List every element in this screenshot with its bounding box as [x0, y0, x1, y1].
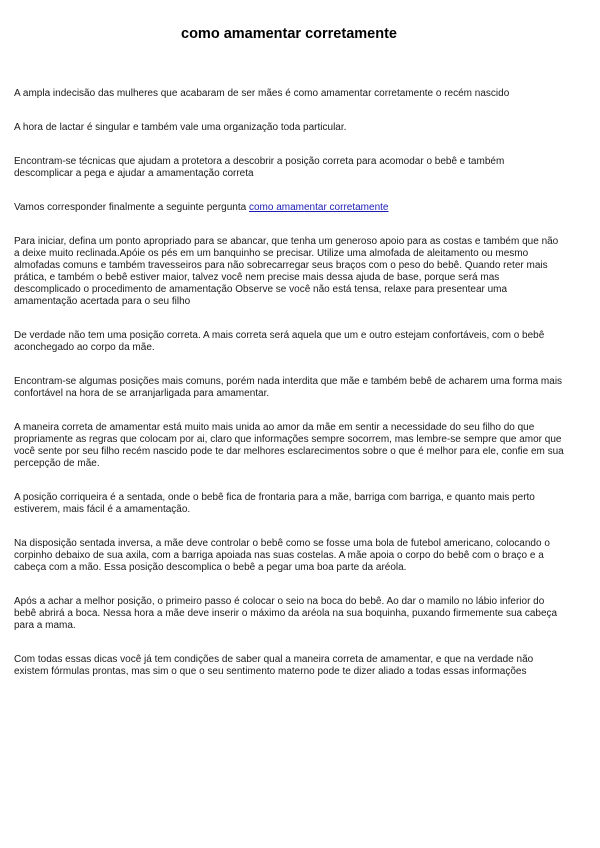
paragraph-8: A maneira correta de amamentar está muito mais unida ao amor da mãe em sentir a necessidade do seu filho do que propriamente as regras que colocam por ai, claro que informações sempre socorrem, mas lembre-se sempre que amor que você sente por seu filho recém nascido pode te dar melhores esclarecimentos sobre o que é melhor para ele, confie em sua percepção de mãe. [14, 422, 564, 469]
article-body [14, 88, 564, 678]
page-title: como amamentar corretamente [181, 26, 397, 42]
paragraph-6: De verdade não tem uma posição correta. A mais correta será aquela que um e outro estejam confortáveis, com o bebê aconchegado ao corpo da mãe. [14, 330, 545, 353]
paragraph-2: A hora de lactar é singular e também vale uma organização toda particular. [14, 122, 347, 133]
paragraph-1: A ampla indecisão das mulheres que acabaram de ser mães é como amamentar corretamente o recém nascido [14, 88, 510, 99]
paragraph-10: Na disposição sentada inversa, a mãe deve controlar o bebê como se fosse uma bola de futebol americano, colocando o corpinho debaixo de sua axila, com a barriga apoiada nas suas costelas. A mãe apoia o corpo do bebê com o braço e a cabeça com a mão. Essa posição descomplica o bebê a pegar uma boa parte da aréola. [14, 538, 550, 573]
paragraph-4 [14, 202, 564, 214]
paragraph-9: A posição corriqueira é a sentada, onde o bebê fica de frontaria para a mãe, barriga com barriga, e quanto mais perto estiverem, mais fácil é a amamentação. [14, 492, 535, 515]
paragraph-3: Encontram-se técnicas que ajudam a protetora a descobrir a posição correta para acomodar o bebê e também descomplicar a pega e ajudar a amamentação correta [14, 156, 505, 179]
paragraph-5: Para iniciar, defina um ponto apropriado para se abancar, que tenha um generoso apoio para as costas e também que não a deixe muito reclinada.Apóie os pés em um banquinho se precisar. Utilize uma almofada de aleitamento ou mesmo almofadas comuns e também travesseiros para não sobrecarregar seus braços com o peso do bebê. Quando reter mais prática, e também o bebê estiver maior, talvez você nem precise mais dessa ajuda de base, porque será mas descomplicado o procedimento de amamentação Observe se você não está tensa, relaxe para presentear uma amamentação acertada para o seu filho [14, 236, 559, 307]
article-link[interactable]: como amamentar corretamente [248, 202, 389, 213]
paragraph-11: Após a achar a melhor posição, o primeiro passo é colocar o seio na boca do bebê. Ao dar o mamilo no lábio inferior do bebê abrirá a boca. Nessa hora a mãe deve inserir o máximo da aréola na sua boquinha, puxando firmemente sua cabeça para a mama. [14, 596, 558, 631]
paragraph-4-text: Vamos corresponder finalmente a seguinte pergunta [14, 202, 249, 213]
paragraph-12: Com todas essas dicas você já tem condições de saber qual a maneira correta de amamentar, e que na verdade não existem fórmulas prontas, mas sim o que o seu sentimento materno pode te dizer aliado a todas essas informações [14, 654, 534, 677]
paragraph-7: Encontram-se algumas posições mais comuns, porém nada interdita que mãe e também bebê de acharem uma forma mais confortável na hora de se arranjarligada para amamentar. [14, 376, 563, 399]
